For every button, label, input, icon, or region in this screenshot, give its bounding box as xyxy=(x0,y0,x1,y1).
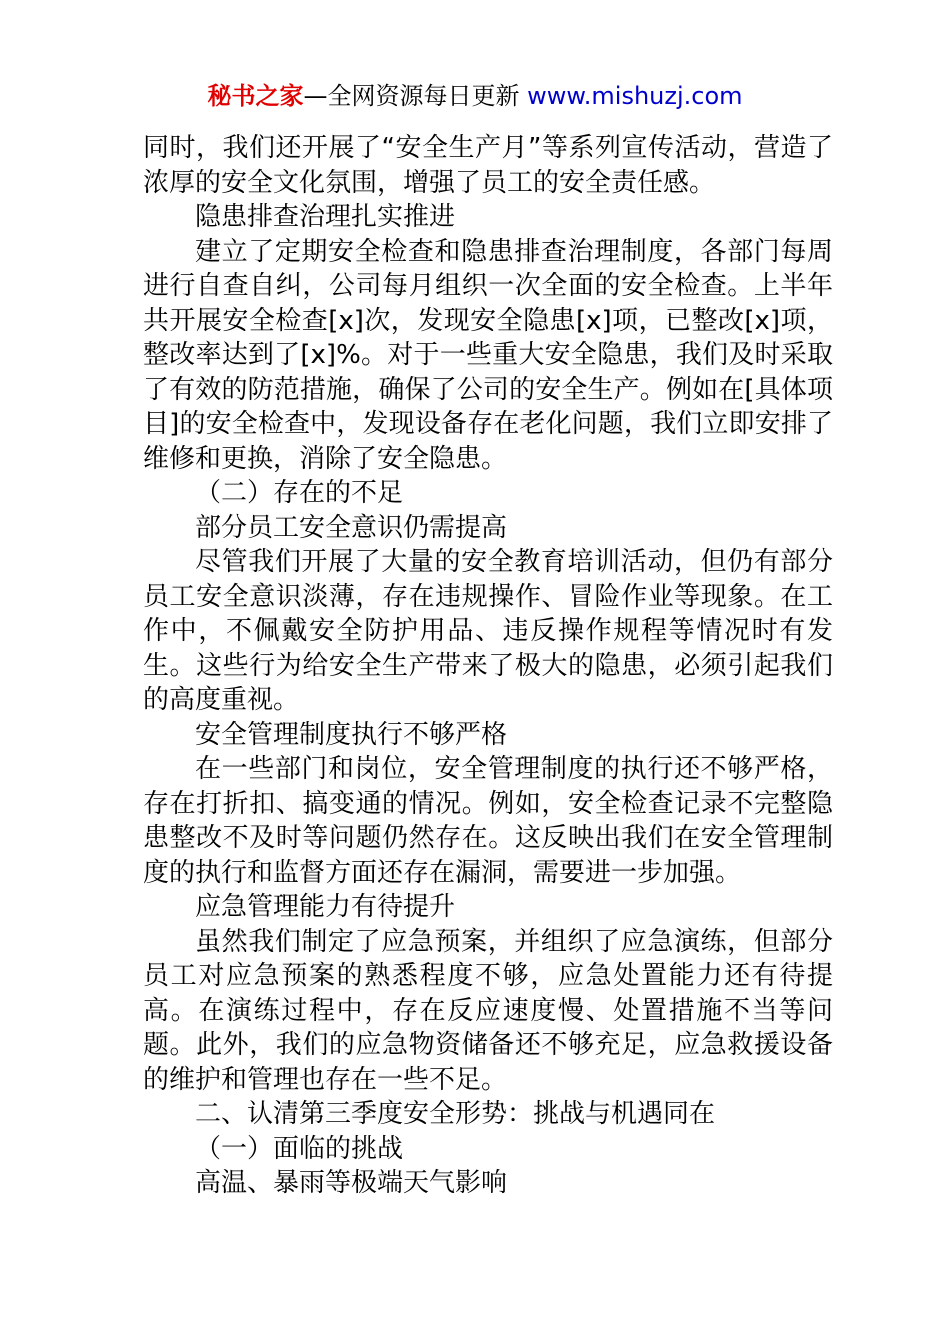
subheading-safety-awareness: 部分员工安全意识仍需提高 xyxy=(195,512,508,543)
section-heading-challenges: （一）面临的挑战 xyxy=(195,1133,404,1164)
document-body xyxy=(143,131,833,1201)
site-url-link[interactable]: www.mishuzj.com xyxy=(527,82,743,110)
subheading-emergency-capability: 应急管理能力有待提升 xyxy=(195,892,456,922)
subheading-hazard-inspection: 隐患排查治理扎实推进 xyxy=(195,202,456,232)
subheading-extreme-weather: 高温、暴雨等极端天气影响 xyxy=(195,1168,508,1198)
subheading-system-execution: 安全管理制度执行不够严格 xyxy=(195,719,508,750)
paragraph-emergency-capability: 虽然我们制定了应急预案，并组织了应急演练，但部分员工对应急预案的熟悉程度不够，应急处置能力还有待提高。在演练过程中，存在反应速度慢、处置措施不当等问题。此外，我们的应急物资储备还不够充足，应急救援设备的维护和管理也存在一些不足。 xyxy=(143,926,833,1095)
section-heading-q3-situation: 二、认清第三季度安全形势：挑战与机遇同在 xyxy=(195,1099,716,1129)
site-header xyxy=(0,80,950,112)
paragraph-continuation: 同时，我们还开展了“安全生产月”等系列宣传活动，营造了浓厚的安全文化氛围，增强了员工的安全责任感。 xyxy=(143,133,833,198)
paragraph-hazard-inspection: 建立了定期安全检查和隐患排查治理制度，各部门每周进行自查自纠，公司每月组织一次全面的安全检查。上半年共开展安全检查[x]次，发现安全隐患[x]项，已整改[x]项，整改率达到了[x]%。对于一些重大安全隐患，我们及时采取了有效的防范措施，确保了公司的安全生产。例如在[具体项目]的安全检查中，发现设备存在老化问题，我们立即安排了维修和更换，消除了安全隐患。 xyxy=(143,236,833,474)
site-brand: 秘书之家 xyxy=(207,82,304,110)
paragraph-system-execution: 在一些部门和岗位，安全管理制度的执行还不够严格，存在打折扣、搞变通的情况。例如，安全检查记录不完整隐患整改不及时等问题仍然存在。这反映出我们在安全管理制度的执行和监督方面还存在漏洞，需要进一步加强。 xyxy=(143,754,833,888)
section-heading-shortcomings: （二）存在的不足 xyxy=(195,478,404,508)
site-tagline: —全网资源每日更新 xyxy=(303,82,528,110)
paragraph-safety-awareness: 尽管我们开展了大量的安全教育培训活动，但仍有部分员工安全意识淡薄，存在违规操作、冒险作业等现象。在工作中，不佩戴安全防护用品、违反操作规程等情况时有发生。这些行为给安全生产带来了极大的隐患，必须引起我们的高度重视。 xyxy=(143,547,833,715)
